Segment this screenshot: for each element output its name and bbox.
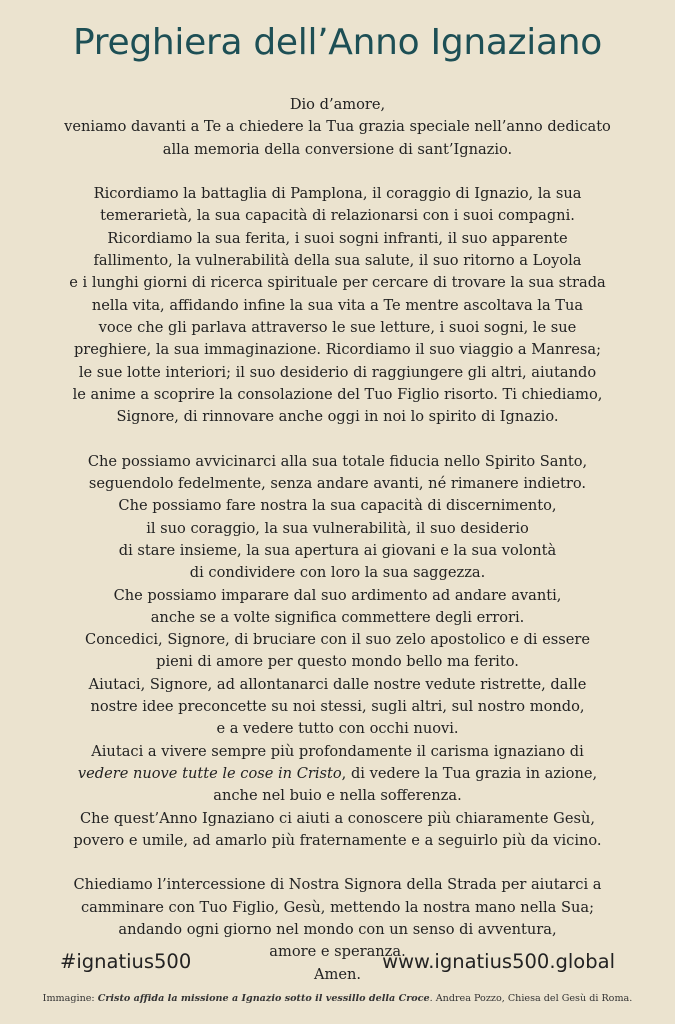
prayer-line [30, 339, 645, 361]
prayer-line [30, 317, 645, 339]
prayer-line [30, 651, 645, 673]
hashtag: #ignatius500 [60, 950, 192, 973]
prayer-line [30, 94, 645, 116]
line-text: Signore, di rinnovare anche oggi in noi lo spirito di Ignazio. [116, 408, 559, 426]
line-text: e i lunghi giorni di ricerca spirituale per cercare di trovare la sua strada [69, 274, 606, 292]
line-text: povero e umile, ad amarlo più fraternamente e a seguirlo più da vicino. [73, 831, 602, 849]
image-credit [0, 993, 675, 1004]
line-text: alla memoria della conversione di sant’Ignazio. [162, 140, 513, 158]
line-text: veniamo davanti a Te a chiedere la Tua grazia speciale nell’anno dedicato [64, 118, 611, 136]
prayer-body [30, 94, 645, 986]
line-text: Che possiamo fare nostra la sua capacità di discernimento, [118, 497, 557, 515]
prayer-line [30, 250, 645, 272]
prayer-line [30, 384, 645, 406]
prayer-line [30, 585, 645, 607]
line-text: nostre idee preconcette su noi stessi, sugli altri, sul nostro mondo, [90, 698, 585, 716]
line-text: Chiediamo l’intercessione di Nostra Signora della Strada per aiutarci a [73, 876, 602, 894]
prayer-line [30, 562, 645, 584]
line-text: nella vita, affidando infine la sua vita a Te mentre ascoltava la Tua [91, 296, 584, 314]
prayer-paragraph [30, 183, 645, 428]
prayer-line [30, 897, 645, 919]
prayer-line [30, 629, 645, 651]
line-text: di condividere con loro la sua saggezza. [189, 564, 486, 582]
website-url: www.ignatius500.global [382, 950, 615, 973]
line-text: Amen. [313, 965, 362, 983]
line-text: anche se a volte significa commettere degli errori. [150, 608, 525, 626]
prayer-line [30, 696, 645, 718]
line-text: temerarietà, la sua capacità di relazionarsi con i suoi compagni. [100, 207, 575, 225]
prayer-paragraph [30, 451, 645, 852]
line-text: le sue lotte interiori; il suo desiderio di raggiungere gli altri, aiutando [78, 363, 597, 381]
line-text: andando ogni giorno nel mondo con un senso di avventura, [118, 920, 557, 938]
line-text: Ricordiamo la sua ferita, i suoi sogni infranti, il suo apparente [107, 229, 568, 247]
prayer-line [30, 830, 645, 852]
prayer-line [30, 540, 645, 562]
prayer-line [30, 495, 645, 517]
prayer-line [30, 874, 645, 896]
line-text: Dio d’amore, [289, 96, 386, 113]
line-text: Aiutaci a vivere sempre più profondamente il carisma ignaziano di [91, 742, 584, 760]
prayer-line [30, 674, 645, 696]
prayer-line [30, 741, 645, 763]
prayer-line [30, 763, 645, 785]
line-text: il suo coraggio, la sua vulnerabilità, il suo desiderio [146, 519, 529, 537]
line-text: le anime a scoprire la consolazione del Tuo Figlio risorto. Ti chiediamo, [72, 385, 603, 403]
line-text: Che possiamo avvicinarci alla sua totale fiducia nello Spirito Santo, [87, 452, 588, 470]
line-text: di stare insieme, la sua apertura ai giovani e la sua volontà [118, 541, 557, 559]
prayer-line [30, 406, 645, 428]
prayer-line [30, 362, 645, 384]
prayer-line [30, 228, 645, 250]
prayer-line [30, 183, 645, 205]
italic-phrase: vedere nuove tutte le cose in Cristo [77, 764, 342, 782]
line-text: voce che gli parlava attraverso le sue letture, i suoi sogni, le sue [98, 318, 577, 336]
line-text: Concedici, Signore, di bruciare con il suo zelo apostolico e di essere [85, 631, 590, 649]
footer [60, 950, 615, 973]
prayer-line [30, 919, 645, 941]
line-text: e a vedere tutto con occhi nuovi. [216, 720, 459, 738]
prayer-line [30, 518, 645, 540]
line-text: Che quest’Anno Ignaziano ci aiuti a conoscere più chiaramente Gesù, [79, 809, 595, 827]
prayer-line [30, 295, 645, 317]
line-text: amore e speranza. [269, 943, 406, 961]
credit-suffix: . Andrea Pozzo, Chiesa del Gesù di Roma. [429, 993, 633, 1004]
line-text: anche nel buio e nella sofferenza. [213, 787, 462, 805]
line-text: seguendolo fedelmente, senza andare avanti, né rimanere indietro. [88, 475, 587, 493]
line-text: fallimento, la vulnerabilità della sua salute, il suo ritorno a Loyola [93, 252, 582, 270]
prayer-line [30, 808, 645, 830]
prayer-line [30, 451, 645, 473]
prayer-line [30, 607, 645, 629]
prayer-line [30, 785, 645, 807]
line-text: Aiutaci, Signore, ad allontanarci dalle nostre vedute ristrette, dalle [88, 675, 587, 693]
line-text: Che possiamo imparare dal suo ardimento ad andare avanti, [113, 586, 562, 604]
prayer-title: Preghiera dell’Anno Ignaziano [73, 22, 602, 63]
prayer-paragraph [30, 94, 645, 161]
line-text: , di vedere la Tua grazia in azione, [341, 764, 598, 782]
artwork-title: Cristo affida la missione a Ignazio sotto il vessillo della Croce [97, 993, 430, 1004]
line-text: preghiere, la sua immaginazione. Ricordiamo il suo viaggio a Manresa; [73, 341, 602, 359]
prayer-line [30, 718, 645, 740]
credit-prefix: Immagine: [42, 993, 98, 1004]
prayer-line [30, 272, 645, 294]
prayer-line [30, 139, 645, 161]
line-text: pieni di amore per questo mondo bello ma ferito. [156, 653, 519, 671]
line-text: Ricordiamo la battaglia di Pamplona, il coraggio di Ignazio, la sua [93, 185, 582, 203]
line-text: camminare con Tuo Figlio, Gesù, mettendo la nostra mano nella Sua; [80, 898, 595, 916]
prayer-line [30, 473, 645, 495]
prayer-line [30, 205, 645, 227]
prayer-line [30, 116, 645, 138]
